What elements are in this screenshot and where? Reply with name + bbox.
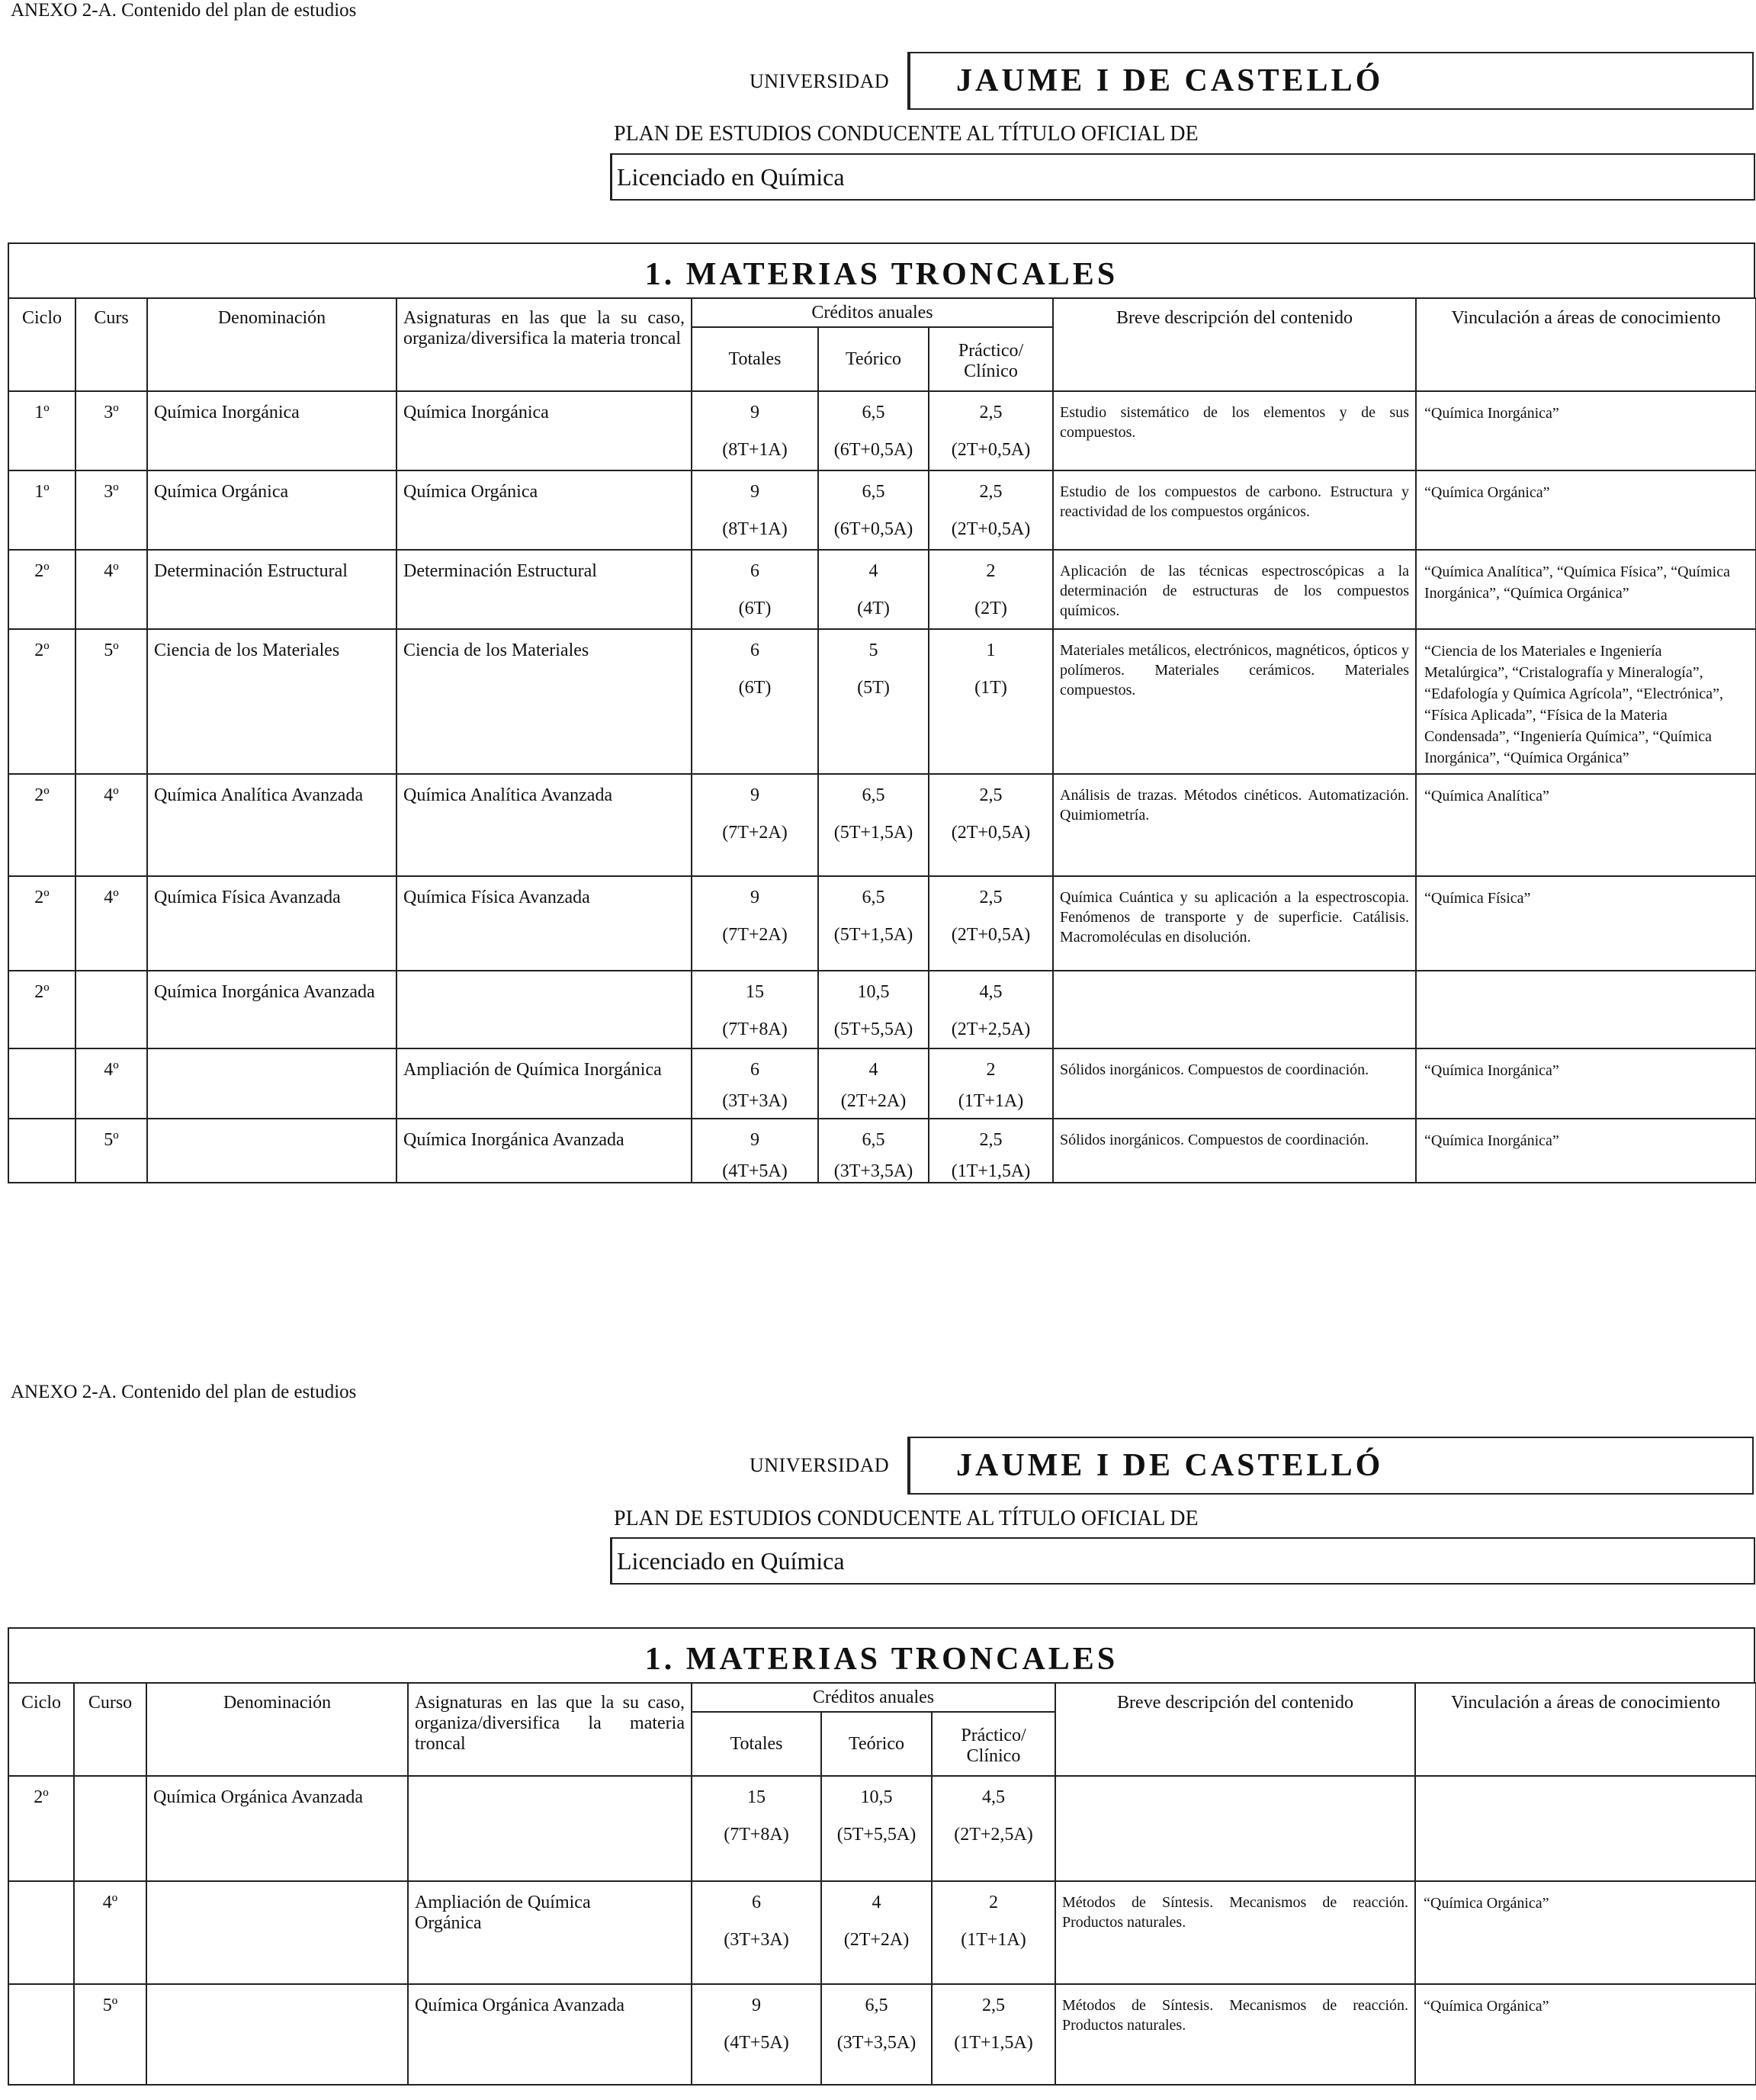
universidad-name-box: JAUME I DE CASTELLÓ xyxy=(907,1437,1754,1495)
cell-teorico: 6,5 xyxy=(865,1996,888,2015)
cell-denominacion: Química Analítica Avanzada xyxy=(154,785,364,805)
cell-practico: 4,5 xyxy=(982,1787,1005,1807)
cell-practico: 2 xyxy=(989,1893,998,1912)
cell-teorico-det: (5T+5,5A) xyxy=(836,1825,917,1845)
cell-asignatura: Química Inorgánica Avanzada xyxy=(403,1130,624,1150)
universidad-label: UNIVERSIDAD xyxy=(750,70,890,92)
cell-ciclo: 2º xyxy=(34,888,50,907)
table-row xyxy=(8,876,1756,971)
cell-asignatura: Ciencia de los Materiales xyxy=(403,641,589,660)
cell-teorico: 6,5 xyxy=(862,888,885,907)
cell-teorico: 6,5 xyxy=(862,482,885,502)
cell-teorico-det: (4T) xyxy=(857,599,890,618)
cell-curso: 4º xyxy=(102,1893,118,1912)
table-row xyxy=(8,550,1756,629)
cell-practico-det: (1T) xyxy=(974,678,1007,698)
cell-teorico: 4 xyxy=(872,1893,881,1912)
cell-practico-det: (2T+2,5A) xyxy=(951,1019,1031,1039)
cell-practico: 2,5 xyxy=(979,403,1003,422)
header-ciclo: Ciclo xyxy=(8,1683,74,1776)
cell-totales-det: (4T+5A) xyxy=(722,1161,788,1181)
cell-descripcion: Análisis de trazas. Métodos cinéticos. Automatización. Quimiometría. xyxy=(1060,787,1409,824)
cell-totales-det: (4T+5A) xyxy=(724,2033,789,2053)
cell-teorico: 4 xyxy=(868,1060,878,1080)
header-totales: Totales xyxy=(692,327,818,391)
cell-teorico-det: (2T+2A) xyxy=(843,1930,910,1950)
header-descripcion: Breve descripción del contenido xyxy=(1055,1683,1415,1776)
cell-teorico-det: (3T+3,5A) xyxy=(833,1161,913,1181)
header-curso: Curso xyxy=(74,1683,146,1776)
table-row xyxy=(8,1984,1756,2085)
cell-asignatura: Química Inorgánica xyxy=(403,403,549,422)
cell-ciclo: 2º xyxy=(34,641,50,660)
cell-practico: 2,5 xyxy=(979,785,1003,805)
cell-totales: 9 xyxy=(750,888,759,907)
cell-vinculacion: “Química Analítica” xyxy=(1424,788,1549,804)
cell-teorico-det: (3T+3,5A) xyxy=(836,2033,917,2053)
cell-practico-det: (1T+1A) xyxy=(958,1091,1024,1111)
cell-asignatura: Química Física Avanzada xyxy=(403,888,590,907)
table-row xyxy=(8,391,1756,470)
table-title: 1. MATERIAS TRONCALES xyxy=(8,242,1755,297)
cell-teorico-det: (6T+0,5A) xyxy=(833,440,913,460)
table-row xyxy=(8,1776,1756,1881)
cell-asignatura: Ampliación de Química Orgánica xyxy=(415,1893,591,1933)
cell-teorico: 6,5 xyxy=(862,403,885,422)
cell-practico: 2 xyxy=(986,561,996,581)
header-practico: Práctico/ Clínico xyxy=(932,1712,1055,1776)
cell-descripcion: Aplicación de las técnicas espectroscópicas a la determinación de estructuras de los compuestos químicos. xyxy=(1060,563,1409,619)
cell-denominacion: Química Inorgánica xyxy=(154,403,300,422)
cell-descripcion: Métodos de Síntesis. Mecanismos de reacción. Productos naturales. xyxy=(1062,1894,1408,1931)
cell-curso: 5º xyxy=(104,641,119,660)
cell-vinculacion: “Química Inorgánica” xyxy=(1424,1132,1559,1149)
cell-teorico: 5 xyxy=(868,641,878,660)
titulo-box: Licenciado en Química xyxy=(610,153,1755,201)
header-vinculacion: Vinculación a áreas de conocimiento xyxy=(1415,1683,1756,1776)
universidad-name-box: JAUME I DE CASTELLÓ xyxy=(907,52,1754,110)
cell-vinculacion: “Química Inorgánica” xyxy=(1424,1062,1559,1079)
cell-denominacion: Química Física Avanzada xyxy=(154,888,341,907)
cell-denominacion: Determinación Estructural xyxy=(154,561,348,581)
cell-totales-det: (8T+1A) xyxy=(722,440,788,460)
cell-practico-det: (2T) xyxy=(974,599,1007,618)
table-row xyxy=(8,1119,1756,1183)
cell-teorico-det: (5T+1,5A) xyxy=(833,925,913,945)
cell-asignatura: Ampliación de Química Inorgánica xyxy=(403,1060,662,1080)
cell-totales: 9 xyxy=(752,1996,761,2015)
cell-denominacion: Química Orgánica Avanzada xyxy=(153,1787,363,1807)
cell-ciclo: 2º xyxy=(34,561,50,581)
cell-totales-det: (3T+3A) xyxy=(722,1091,788,1111)
cell-vinculacion: “Química Analítica”, “Química Física”, “Química Inorgánica”, “Química Orgánica” xyxy=(1424,564,1730,602)
anexo-heading: ANEXO 2-A. Contenido del plan de estudios xyxy=(11,0,357,21)
table-title: 1. MATERIAS TRONCALES xyxy=(8,1627,1755,1682)
cell-denominacion: Química Inorgánica Avanzada xyxy=(154,982,375,1002)
table-row xyxy=(8,629,1756,774)
cell-teorico-det: (5T) xyxy=(857,678,890,698)
cell-teorico-det: (5T+5,5A) xyxy=(833,1019,913,1039)
cell-practico: 4,5 xyxy=(979,982,1003,1002)
cell-totales-det: (8T+1A) xyxy=(722,519,788,539)
cell-curso: 4º xyxy=(104,1060,119,1080)
header-creditos: Créditos anuales xyxy=(692,1683,1055,1712)
cell-practico-det: (1T+1A) xyxy=(961,1930,1026,1950)
cell-practico: 2 xyxy=(986,1060,996,1080)
table-row xyxy=(8,470,1756,550)
anexo-heading: ANEXO 2-A. Contenido del plan de estudios xyxy=(11,1382,357,1402)
cell-totales: 6 xyxy=(752,1893,761,1912)
cell-ciclo: 2º xyxy=(34,1787,49,1807)
cell-vinculacion: “Química Orgánica” xyxy=(1424,1895,1549,1912)
plan-label: PLAN DE ESTUDIOS CONDUCENTE AL TÍTULO OFICIAL DE xyxy=(614,1507,1199,1530)
plan-label: PLAN DE ESTUDIOS CONDUCENTE AL TÍTULO OFICIAL DE xyxy=(614,122,1199,146)
cell-ciclo: 1º xyxy=(34,482,50,502)
cell-descripcion: Sólidos inorgánicos. Compuestos de coordinación. xyxy=(1060,1061,1369,1078)
universidad-label: UNIVERSIDAD xyxy=(750,1454,890,1476)
table-row xyxy=(8,774,1756,876)
cell-descripcion: Estudio de los compuestos de carbono. Estructura y reactividad de los compuestos orgánicos. xyxy=(1060,483,1409,520)
header-curso: Curs xyxy=(75,298,147,391)
table-row xyxy=(8,971,1756,1048)
cell-vinculacion: “Ciencia de los Materiales e Ingeniería Metalúrgica”, “Cristalografía y Mineralogía”, “Edafología y Química Agrícola”, “Electrónica”, “Física Aplicada”, “Física de la Materia Condensada”, “Ingeniería Química”, “Química Inorgánica”, “Química Orgánica” xyxy=(1424,643,1724,766)
cell-asignatura: Determinación Estructural xyxy=(403,561,597,581)
cell-practico-det: (2T+0,5A) xyxy=(951,519,1031,539)
cell-ciclo: 1º xyxy=(34,403,50,422)
cell-asignatura: Química Analítica Avanzada xyxy=(403,785,613,805)
cell-ciclo: 2º xyxy=(34,982,50,1002)
cell-teorico-det: (2T+2A) xyxy=(840,1091,907,1111)
cell-practico: 2,5 xyxy=(982,1996,1005,2015)
cell-totales: 9 xyxy=(750,403,759,422)
header-teorico: Teórico xyxy=(818,327,929,391)
header-creditos: Créditos anuales xyxy=(692,298,1053,327)
cell-teorico-det: (5T+1,5A) xyxy=(833,823,913,843)
cell-totales-det: (3T+3A) xyxy=(724,1930,789,1950)
cell-totales: 15 xyxy=(746,982,764,1002)
cell-practico-det: (2T+0,5A) xyxy=(951,440,1031,460)
header-vinculacion: Vinculación a áreas de conocimiento xyxy=(1416,298,1756,391)
cell-teorico: 10,5 xyxy=(857,982,890,1002)
cell-curso: 4º xyxy=(104,561,119,581)
cell-totales: 6 xyxy=(750,1060,759,1080)
cell-denominacion: Ciencia de los Materiales xyxy=(154,641,340,660)
cell-totales-det: (7T+8A) xyxy=(724,1825,789,1845)
cell-vinculacion: “Química Orgánica” xyxy=(1424,1998,1549,2015)
cell-totales: 9 xyxy=(750,1130,759,1150)
cell-descripcion: Química Cuántica y su aplicación a la espectroscopia. Fenómenos de transporte y de superficie. Catálisis. Macromoléculas en disolución. xyxy=(1060,889,1409,946)
cell-totales-det: (6T) xyxy=(738,678,772,698)
cell-practico: 2,5 xyxy=(979,482,1003,502)
titulo-box: Licenciado en Química xyxy=(610,1537,1755,1585)
cell-totales-det: (7T+2A) xyxy=(722,823,788,843)
cell-vinculacion: “Química Inorgánica” xyxy=(1424,405,1559,422)
cell-totales-det: (7T+2A) xyxy=(722,925,788,945)
cell-teorico: 10,5 xyxy=(860,1787,893,1807)
cell-teorico: 6,5 xyxy=(862,1130,885,1150)
header-teorico: Teórico xyxy=(821,1712,932,1776)
table-row xyxy=(8,1048,1756,1119)
cell-practico-det: (2T+0,5A) xyxy=(951,925,1031,945)
cell-curso: 4º xyxy=(104,785,119,805)
header-denominacion: Denominación xyxy=(147,298,396,391)
cell-totales: 15 xyxy=(747,1787,766,1807)
header-asignaturas: Asignaturas en las que la su caso, organiza/diversifica la materia troncal xyxy=(408,1683,692,1776)
cell-totales-det: (6T) xyxy=(738,599,772,618)
cell-asignatura: Química Orgánica xyxy=(403,482,538,502)
header-practico: Práctico/ Clínico xyxy=(929,327,1053,391)
cell-practico-det: (1T+1,5A) xyxy=(954,2033,1033,2053)
cell-curso: 3º xyxy=(104,403,119,422)
cell-practico: 1 xyxy=(986,641,996,660)
cell-totales: 6 xyxy=(750,561,759,581)
cell-practico: 2,5 xyxy=(979,1130,1003,1150)
cell-descripcion: Métodos de Síntesis. Mecanismos de reacción. Productos naturales. xyxy=(1062,1997,1408,2034)
materias-table xyxy=(8,1682,1756,2086)
cell-totales-det: (7T+8A) xyxy=(722,1019,788,1039)
cell-teorico: 4 xyxy=(868,561,878,581)
cell-curso: 4º xyxy=(104,888,119,907)
cell-descripcion: Sólidos inorgánicos. Compuestos de coordinación. xyxy=(1060,1132,1369,1148)
cell-curso: 5º xyxy=(102,1996,118,2015)
cell-vinculacion: “Química Orgánica” xyxy=(1424,484,1550,501)
cell-practico-det: (1T+1,5A) xyxy=(951,1161,1031,1181)
materias-table xyxy=(8,297,1756,1183)
cell-descripcion: Materiales metálicos, electrónicos, magnéticos, ópticos y polímeros. Materiales cerámicos. Materiales compuestos. xyxy=(1060,642,1409,698)
table-row xyxy=(8,1881,1756,1984)
cell-practico: 2,5 xyxy=(979,888,1003,907)
cell-asignatura: Química Orgánica Avanzada xyxy=(415,1996,624,2015)
cell-teorico: 6,5 xyxy=(862,785,885,805)
cell-denominacion: Química Orgánica xyxy=(154,482,289,502)
header-asignaturas: Asignaturas en las que la su caso, organiza/diversifica la materia troncal xyxy=(396,298,692,391)
cell-vinculacion: “Química Física” xyxy=(1424,890,1531,907)
header-denominacion: Denominación xyxy=(146,1683,408,1776)
cell-curso: 5º xyxy=(104,1130,119,1150)
header-ciclo: Ciclo xyxy=(8,298,75,391)
cell-practico-det: (2T+0,5A) xyxy=(951,823,1031,843)
cell-practico-det: (2T+2,5A) xyxy=(954,1825,1033,1845)
header-descripcion: Breve descripción del contenido xyxy=(1053,298,1416,391)
cell-ciclo: 2º xyxy=(34,785,50,805)
cell-totales: 6 xyxy=(750,641,759,660)
cell-teorico-det: (6T+0,5A) xyxy=(833,519,913,539)
cell-descripcion: Estudio sistemático de los elementos y de sus compuestos. xyxy=(1060,404,1409,441)
cell-totales: 9 xyxy=(750,785,759,805)
header-totales: Totales xyxy=(692,1712,821,1776)
cell-curso: 3º xyxy=(104,482,119,502)
cell-totales: 9 xyxy=(750,482,759,502)
